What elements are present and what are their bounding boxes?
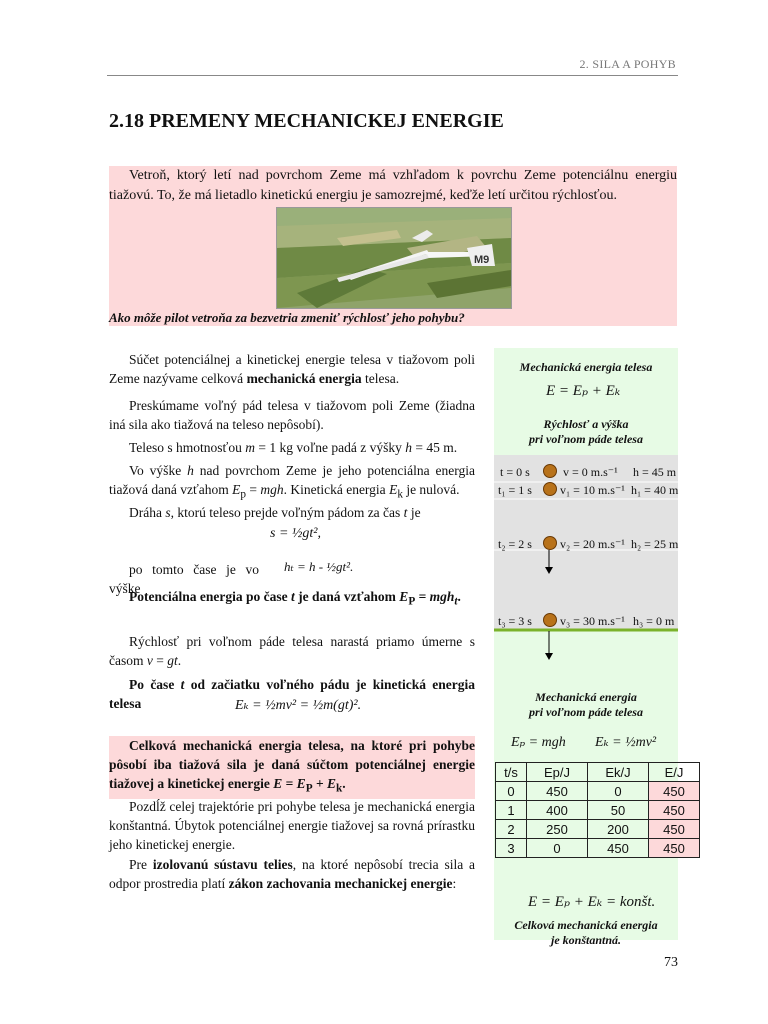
table-cell: 200	[588, 820, 649, 839]
section-header: 2. SILA A POHYB	[579, 57, 676, 71]
glider-registration: M9	[474, 254, 490, 266]
paragraph-total-energy: Celková mechanická energia telesa, na ktoré pri pohybe pôsobí iba tiažová sila je daná súčtom potenciálnej energie tiažovej a kinetickej energie $E = E_P + E_k$.	[109, 736, 475, 799]
fall-row-1-velocity: v₁ = 10 m.s⁻¹	[560, 483, 625, 497]
table-cell: 1	[496, 801, 527, 820]
sidebar-conclusion: Celková mechanická energia je konštantná.	[514, 918, 658, 947]
table-cell: 0	[588, 782, 649, 801]
table-header-row	[496, 763, 700, 782]
intro-paragraph: Vetroň, ktorý letí nad povrchom Zeme má vzhľadom k povrchu Zeme potenciálnu energiu tiažovú. To, že má lietadlo kinetickú energiu je samozrejmé, keďže letí určitou rýchlosťou.	[109, 168, 677, 203]
sidebar-formula-potential: Eₚ = mgh	[511, 735, 566, 750]
table-cell: 450	[649, 801, 700, 820]
ball-icon	[543, 613, 557, 627]
formula-path: s = ½gt²,	[270, 526, 321, 541]
sidebar-formula-total: E = Eₚ + Eₖ	[546, 383, 621, 399]
table-header-cell: t/s	[496, 763, 527, 782]
sidebar-title-mechanical-energy: Mechanická energia telesa	[519, 360, 653, 374]
paragraph-kinetic-energy: Po čase t od začiatku voľného pádu je kinetická energia telesa	[109, 677, 476, 711]
ball-icon	[543, 536, 557, 550]
fall-row-0-velocity: v = 0 m.s⁻¹	[563, 465, 618, 479]
table-cell: 450	[649, 839, 700, 858]
fall-row-0-height: h = 45 m	[633, 465, 677, 479]
glider-image	[277, 208, 511, 308]
fall-row-1-height: h₁ = 40 m	[631, 483, 679, 497]
table-cell: 400	[527, 801, 588, 820]
ball-icon	[543, 464, 557, 478]
paragraph-potential-after-time: Potenciálna energia po čase t je daná vzťahom $E_P = mgh_t$.	[129, 589, 461, 608]
energy-table	[495, 762, 700, 858]
paragraph-velocity: Rýchlosť pri voľnom páde telesa narastá priamo úmerne s časom v = gt.	[109, 634, 475, 668]
paragraph-potential-energy: Vo výške h nad povrchom Zeme je jeho potenciálna energia tiažová daná vzťahom $E_p$ = mgh. Kinetická energia $E_k$ je nulová.	[109, 463, 475, 501]
paragraph-height: po tomto čase je vo výške	[109, 562, 259, 596]
table-header-cell: Ep/J	[527, 763, 588, 782]
ball-icon	[543, 482, 557, 496]
paragraph-path: Dráha s, ktorú teleso prejde voľným pádom za čas t je	[129, 505, 421, 520]
table-cell: 450	[588, 839, 649, 858]
table-header-cell: E/J	[649, 763, 700, 782]
table-header-cell: Ek/J	[588, 763, 649, 782]
fall-row-2-time: t₂ = 2 s	[498, 537, 532, 551]
fall-row-3-time: t₃ = 3 s	[498, 614, 532, 628]
fall-row-0-time: t = 0 s	[500, 465, 530, 479]
table-cell: 50	[588, 801, 649, 820]
table-row	[496, 782, 700, 801]
table-cell: 450	[527, 782, 588, 801]
sidebar-formula-constant: E = Eₚ + Eₖ = konšt.	[528, 894, 656, 910]
paragraph-conservation: Pozdĺž celej trajektórie pri pohybe telesa je mechanická energia konštantná. Úbytok potenciálnej energie tiažovej sa rovná prírastku jeho kinetickej energie.	[109, 799, 475, 852]
table-cell: 0	[527, 839, 588, 858]
sidebar-title-energy-fall: Mechanická energia pri voľnom páde telesa	[529, 690, 643, 719]
table-row	[496, 801, 700, 820]
fall-row-2-height: h₂ = 25 m	[631, 537, 679, 551]
formula-height: hₜ = h - ½gt².	[284, 559, 354, 574]
table-row	[496, 820, 700, 839]
table-cell: 450	[649, 782, 700, 801]
fall-row-1-time: t₁ = 1 s	[498, 483, 532, 497]
fall-row-3-velocity: v₃ = 30 m.s⁻¹	[560, 614, 625, 628]
paragraph-free-fall: Preskúmame voľný pád telesa v tiažovom poli Zeme (žiadna iná sila ako tiažová na teleso nepôsobí).	[109, 398, 475, 432]
paragraph-isolated-system: Pre izolovanú sústavu telies, na ktoré nepôsobí trecia sila a odpor prostredia platí zákon zachovania mechanickej energie:	[109, 857, 476, 891]
table-cell: 250	[527, 820, 588, 839]
table-row	[496, 839, 700, 858]
table-cell: 0	[496, 782, 527, 801]
glider-photo	[276, 207, 512, 309]
table-cell: 2	[496, 820, 527, 839]
sidebar-formula-kinetic: Eₖ = ½mv²	[595, 735, 657, 750]
fall-row-3-height: h₃ = 0 m	[633, 614, 675, 628]
table-cell: 450	[649, 820, 700, 839]
paragraph-mechanical-energy: Súčet potenciálnej a kinetickej energie telesa v tiažovom poli Zeme nazývame celková mechanická energia telesa.	[109, 352, 475, 386]
page-number: 73	[664, 955, 678, 970]
fall-row-2-velocity: v₂ = 20 m.s⁻¹	[560, 537, 625, 551]
table-cell: 3	[496, 839, 527, 858]
header-rule	[107, 75, 678, 76]
formula-kinetic: Eₖ = ½mv² = ½m(gt)².	[235, 698, 362, 713]
paragraph-mass-height: Teleso s hmotnosťou m = 1 kg voľne padá z výšky h = 45 m.	[129, 440, 458, 455]
page-title: 2.18 PREMENY MECHANICKEJ ENERGIE	[109, 110, 504, 132]
intro-question: Ako môže pilot vetroňa za bezvetria zmeniť rýchlosť jeho pohybu?	[109, 310, 465, 325]
sidebar-title-velocity-height: Rýchlosť a výška pri voľnom páde telesa	[529, 417, 643, 446]
